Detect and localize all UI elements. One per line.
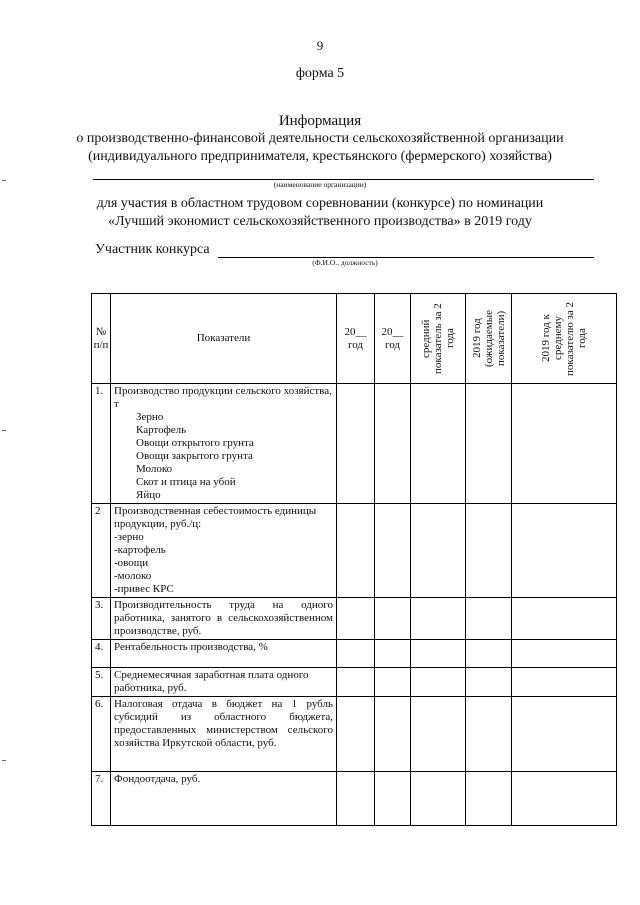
participant-line <box>218 257 594 258</box>
cell-empty[interactable] <box>466 772 512 826</box>
scan-mark <box>2 760 6 761</box>
row-item: Зерно <box>136 411 164 423</box>
row-item: Овощи закрытого грунта <box>136 450 253 462</box>
cell-empty[interactable] <box>337 598 375 640</box>
purpose-line-2: «Лучший экономист сельскохозяйственного производства» в 2019 году <box>108 214 532 229</box>
cell-empty[interactable] <box>411 384 466 504</box>
purpose-line-1: для участия в областном трудовом соревновании (конкурсе) по номинации <box>96 196 544 211</box>
cell-empty[interactable] <box>512 504 617 598</box>
subtitle-line-1: о производственно-финансовой деятельности сельскохозяйственной организации <box>76 131 564 146</box>
page-number: 9 <box>316 38 324 53</box>
participant-caption: (Ф.И.О., должность) <box>312 258 378 267</box>
cell-empty[interactable] <box>375 504 411 598</box>
row-item: -молоко <box>114 570 152 582</box>
row-num: 2 <box>92 504 111 598</box>
header-year-1: 20__ год <box>337 294 375 384</box>
indicators-table <box>91 293 617 826</box>
subtitle-line-2: (индивидуального предпринимателя, крестьянского (фермерского) хозяйства) <box>88 149 552 164</box>
row-item: -картофель <box>114 544 166 556</box>
cell-empty[interactable] <box>411 598 466 640</box>
row-num: 4. <box>92 640 111 668</box>
row-num: 7. <box>92 772 111 826</box>
row-title: Производственная себестоимость единицы продукции, руб./ц: <box>114 505 317 530</box>
scan-mark <box>2 430 6 431</box>
row-item: Картофель <box>136 424 187 436</box>
cell-empty[interactable] <box>411 697 466 772</box>
row-indicator <box>111 504 337 598</box>
scan-mark <box>2 180 6 181</box>
cell-empty[interactable] <box>337 772 375 826</box>
header-average: средний показатель за 2 года <box>420 303 456 374</box>
row-title: Рентабельность производства, % <box>111 640 337 668</box>
row-item: -зерно <box>114 531 144 543</box>
header-ratio: 2019 год к среднему показателю за 2 года <box>540 301 588 376</box>
participant-label: Участник конкурса <box>95 242 210 257</box>
cell-empty[interactable] <box>512 598 617 640</box>
row-title: Производство продукции сельского хозяйства, т <box>114 385 332 410</box>
row-title: Налоговая отдача в бюджет на 1 рубль субсидий из областного бюджета, предоставленных министерством сельского хозяйства Иркутской области, руб. <box>111 697 337 772</box>
header-indicators: Показатели <box>111 294 337 384</box>
form-label: форма 5 <box>295 66 345 81</box>
header-expected: 2019 год (ожидаемые показатели) <box>470 310 507 367</box>
row-item: Молоко <box>136 463 173 475</box>
table-row <box>92 697 617 772</box>
table-row <box>92 384 617 504</box>
cell-empty[interactable] <box>375 640 411 668</box>
cell-empty[interactable] <box>375 668 411 697</box>
cell-empty[interactable] <box>466 384 512 504</box>
cell-empty[interactable] <box>512 384 617 504</box>
row-title: Фондоотдача, руб. <box>111 772 337 826</box>
row-item: Яйцо <box>136 489 161 501</box>
table-header-row <box>92 294 617 384</box>
row-title: Среднемесячная заработная плата одного работника, руб. <box>111 668 337 697</box>
table-row <box>92 504 617 598</box>
table-row <box>92 772 617 826</box>
row-item: Скот и птица на убой <box>136 476 236 488</box>
table-row <box>92 640 617 668</box>
cell-empty[interactable] <box>337 384 375 504</box>
cell-empty[interactable] <box>411 668 466 697</box>
cell-empty[interactable] <box>466 668 512 697</box>
row-num: 5. <box>92 668 111 697</box>
row-num: 3. <box>92 598 111 640</box>
cell-empty[interactable] <box>512 668 617 697</box>
cell-empty[interactable] <box>411 640 466 668</box>
org-caption: (наименование организации) <box>273 180 367 189</box>
cell-empty[interactable] <box>337 640 375 668</box>
cell-empty[interactable] <box>512 772 617 826</box>
cell-empty[interactable] <box>512 640 617 668</box>
row-item: -овощи <box>114 557 149 569</box>
cell-empty[interactable] <box>375 384 411 504</box>
table-row <box>92 598 617 640</box>
row-num: 6. <box>92 697 111 772</box>
cell-empty[interactable] <box>466 697 512 772</box>
table-row <box>92 668 617 697</box>
row-num: 1. <box>92 384 111 504</box>
cell-empty[interactable] <box>411 504 466 598</box>
cell-empty[interactable] <box>337 668 375 697</box>
cell-empty[interactable] <box>466 504 512 598</box>
cell-empty[interactable] <box>375 598 411 640</box>
header-year-2: 20__ год <box>375 294 411 384</box>
row-title: Производительность труда на одного работника, занятого в сельскохозяйственном производстве, руб. <box>111 598 337 640</box>
cell-empty[interactable] <box>337 697 375 772</box>
cell-empty[interactable] <box>466 598 512 640</box>
cell-empty[interactable] <box>337 504 375 598</box>
cell-empty[interactable] <box>411 772 466 826</box>
row-indicator <box>111 384 337 504</box>
cell-empty[interactable] <box>466 640 512 668</box>
header-num: № п/п <box>92 294 111 384</box>
row-item: Овощи открытого грунта <box>136 437 254 449</box>
row-item: -привес КРС <box>114 583 174 595</box>
document-title: Информация <box>278 113 362 129</box>
cell-empty[interactable] <box>375 772 411 826</box>
cell-empty[interactable] <box>375 697 411 772</box>
cell-empty[interactable] <box>512 697 617 772</box>
